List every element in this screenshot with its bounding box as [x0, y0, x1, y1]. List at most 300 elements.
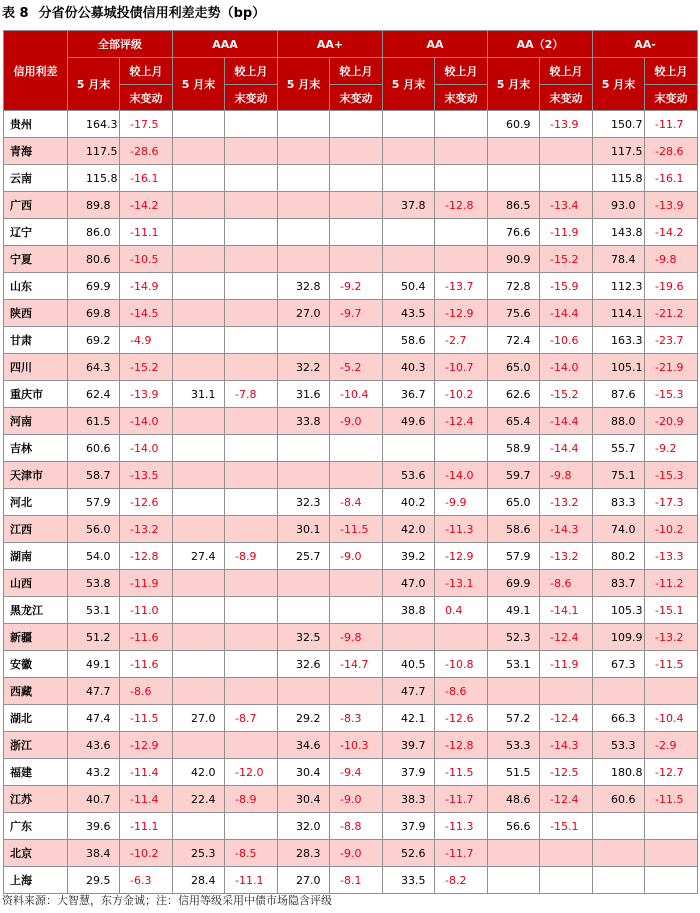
- spread-cell: [383, 165, 435, 192]
- spread-cell: 164.3: [68, 111, 120, 138]
- spread-cell: 75.1: [593, 462, 645, 489]
- spread-cell: 31.1: [173, 381, 225, 408]
- spread-cell: 65.0: [488, 354, 540, 381]
- change-cell: -11.1: [225, 867, 278, 894]
- credit-spread-table: [3, 30, 698, 894]
- change-cell: -14.2: [120, 192, 173, 219]
- change-cell: -13.2: [645, 624, 698, 651]
- spread-cell: 43.2: [68, 759, 120, 786]
- change-cell: -9.9: [435, 489, 488, 516]
- spread-cell: 47.4: [68, 705, 120, 732]
- change-cell: -15.2: [540, 246, 593, 273]
- spread-cell: [383, 219, 435, 246]
- spread-cell: 90.9: [488, 246, 540, 273]
- change-cell: -10.4: [330, 381, 383, 408]
- change-cell: [645, 678, 698, 705]
- spread-cell: [593, 678, 645, 705]
- change-cell: -11.7: [435, 840, 488, 867]
- change-cell: -11.5: [435, 759, 488, 786]
- change-cell: -9.2: [645, 435, 698, 462]
- change-cell: -8.9: [225, 543, 278, 570]
- change-cell: [225, 651, 278, 678]
- region-cell: 福建: [4, 759, 68, 786]
- spread-cell: 31.6: [278, 381, 330, 408]
- region-cell: 宁夏: [4, 246, 68, 273]
- spread-cell: 54.0: [68, 543, 120, 570]
- table-row: [4, 516, 698, 543]
- change-cell: -11.5: [120, 705, 173, 732]
- change-cell: -9.0: [330, 408, 383, 435]
- change-cell: -8.6: [435, 678, 488, 705]
- spread-cell: 42.0: [383, 516, 435, 543]
- spread-cell: [173, 570, 225, 597]
- spread-cell: 25.3: [173, 840, 225, 867]
- change-cell: -12.6: [435, 705, 488, 732]
- spread-cell: 50.4: [383, 273, 435, 300]
- spread-cell: 42.1: [383, 705, 435, 732]
- spread-cell: [173, 489, 225, 516]
- spread-cell: [278, 327, 330, 354]
- change-cell: -12.7: [645, 759, 698, 786]
- spread-cell: 27.0: [278, 300, 330, 327]
- change-cell: -11.1: [120, 813, 173, 840]
- spread-cell: 67.3: [593, 651, 645, 678]
- table-row: [4, 624, 698, 651]
- table-header: [4, 31, 698, 111]
- spread-cell: [593, 867, 645, 894]
- change-cell: -12.8: [435, 192, 488, 219]
- change-cell: -12.9: [435, 300, 488, 327]
- change-cell: [225, 678, 278, 705]
- spread-cell: 150.7: [593, 111, 645, 138]
- change-cell: -15.2: [120, 354, 173, 381]
- spread-cell: 37.9: [383, 813, 435, 840]
- change-cell: [225, 219, 278, 246]
- header-current-month: 5 月末: [278, 58, 330, 111]
- spread-cell: 69.9: [488, 570, 540, 597]
- change-cell: [225, 273, 278, 300]
- spread-cell: [173, 597, 225, 624]
- change-cell: -13.7: [435, 273, 488, 300]
- change-cell: -16.1: [645, 165, 698, 192]
- spread-cell: 117.5: [68, 138, 120, 165]
- header-change-line2: 末变动: [540, 85, 593, 111]
- spread-cell: [173, 516, 225, 543]
- spread-cell: 83.3: [593, 489, 645, 516]
- spread-cell: [593, 813, 645, 840]
- change-cell: -12.4: [540, 624, 593, 651]
- change-cell: -15.1: [645, 597, 698, 624]
- spread-cell: 89.8: [68, 192, 120, 219]
- spread-cell: 53.6: [383, 462, 435, 489]
- spread-cell: 36.7: [383, 381, 435, 408]
- table-row: [4, 219, 698, 246]
- region-cell: 上海: [4, 867, 68, 894]
- change-cell: -11.9: [120, 570, 173, 597]
- region-cell: 重庆市: [4, 381, 68, 408]
- spread-cell: 47.7: [68, 678, 120, 705]
- spread-cell: 27.0: [278, 867, 330, 894]
- spread-cell: 143.8: [593, 219, 645, 246]
- spread-cell: 58.9: [488, 435, 540, 462]
- change-cell: -11.9: [540, 219, 593, 246]
- change-cell: [225, 624, 278, 651]
- table-row: [4, 786, 698, 813]
- spread-cell: [593, 840, 645, 867]
- table-row: [4, 138, 698, 165]
- spread-cell: 88.0: [593, 408, 645, 435]
- change-cell: -15.3: [645, 381, 698, 408]
- header-change-line2: 末变动: [435, 85, 488, 111]
- change-cell: -13.3: [645, 543, 698, 570]
- spread-cell: 60.6: [593, 786, 645, 813]
- spread-cell: 49.6: [383, 408, 435, 435]
- spread-cell: 87.6: [593, 381, 645, 408]
- spread-cell: [173, 165, 225, 192]
- change-cell: -14.3: [540, 516, 593, 543]
- change-cell: -8.9: [225, 786, 278, 813]
- spread-cell: 76.6: [488, 219, 540, 246]
- spread-cell: 115.8: [68, 165, 120, 192]
- header-group-3: AA: [383, 31, 488, 58]
- header-current-month: 5 月末: [173, 58, 225, 111]
- spread-cell: [173, 138, 225, 165]
- region-cell: 广东: [4, 813, 68, 840]
- header-change-line1: 较上月: [120, 58, 173, 85]
- change-cell: -8.3: [330, 705, 383, 732]
- source-note: 资料来源：大智慧，东方金诚；注：信用等级采用中债市场隐含评级: [2, 894, 332, 907]
- change-cell: [645, 867, 698, 894]
- change-cell: -10.2: [435, 381, 488, 408]
- spread-cell: 30.4: [278, 786, 330, 813]
- spread-cell: 47.0: [383, 570, 435, 597]
- change-cell: -9.8: [540, 462, 593, 489]
- change-cell: -12.8: [435, 732, 488, 759]
- spread-cell: [278, 165, 330, 192]
- spread-cell: 55.7: [593, 435, 645, 462]
- change-cell: -12.9: [120, 732, 173, 759]
- spread-cell: 65.4: [488, 408, 540, 435]
- change-cell: -13.2: [120, 516, 173, 543]
- change-cell: [225, 327, 278, 354]
- change-cell: -12.8: [120, 543, 173, 570]
- table-row: [4, 354, 698, 381]
- region-cell: 河南: [4, 408, 68, 435]
- spread-cell: 53.3: [593, 732, 645, 759]
- change-cell: [330, 219, 383, 246]
- change-cell: -23.7: [645, 327, 698, 354]
- change-cell: -8.7: [225, 705, 278, 732]
- spread-cell: 32.3: [278, 489, 330, 516]
- spread-cell: 53.1: [488, 651, 540, 678]
- change-cell: -9.0: [330, 786, 383, 813]
- spread-cell: 69.8: [68, 300, 120, 327]
- spread-cell: 27.4: [173, 543, 225, 570]
- spread-cell: 114.1: [593, 300, 645, 327]
- change-cell: [330, 570, 383, 597]
- change-cell: -12.4: [540, 705, 593, 732]
- region-cell: 江西: [4, 516, 68, 543]
- change-cell: [330, 597, 383, 624]
- region-cell: 浙江: [4, 732, 68, 759]
- change-cell: [330, 462, 383, 489]
- table-row: [4, 813, 698, 840]
- spread-cell: 34.6: [278, 732, 330, 759]
- header-change-line1: 较上月: [540, 58, 593, 85]
- spread-cell: 83.7: [593, 570, 645, 597]
- spread-cell: 28.3: [278, 840, 330, 867]
- spread-cell: 56.6: [488, 813, 540, 840]
- region-cell: 新疆: [4, 624, 68, 651]
- spread-cell: 33.5: [383, 867, 435, 894]
- spread-cell: 117.5: [593, 138, 645, 165]
- table-row: [4, 489, 698, 516]
- spread-cell: 32.8: [278, 273, 330, 300]
- table-row: [4, 246, 698, 273]
- table-row: [4, 840, 698, 867]
- spread-cell: 28.4: [173, 867, 225, 894]
- header-corner: 信用利差: [4, 31, 68, 111]
- spread-cell: 62.4: [68, 381, 120, 408]
- change-cell: -9.0: [330, 840, 383, 867]
- spread-cell: [278, 462, 330, 489]
- change-cell: [435, 246, 488, 273]
- change-cell: -28.6: [120, 138, 173, 165]
- header-change-line2: 末变动: [645, 85, 698, 111]
- change-cell: [225, 165, 278, 192]
- change-cell: 0.4: [435, 597, 488, 624]
- spread-cell: 27.0: [173, 705, 225, 732]
- change-cell: -14.0: [435, 462, 488, 489]
- region-cell: 吉林: [4, 435, 68, 462]
- spread-cell: 33.8: [278, 408, 330, 435]
- spread-cell: 52.6: [383, 840, 435, 867]
- change-cell: -11.5: [645, 651, 698, 678]
- change-cell: -9.8: [330, 624, 383, 651]
- change-cell: -11.1: [120, 219, 173, 246]
- change-cell: -14.4: [540, 408, 593, 435]
- change-cell: -14.0: [540, 354, 593, 381]
- spread-cell: 48.6: [488, 786, 540, 813]
- spread-cell: 60.6: [68, 435, 120, 462]
- table-row: [4, 678, 698, 705]
- change-cell: -6.3: [120, 867, 173, 894]
- spread-cell: 66.3: [593, 705, 645, 732]
- spread-cell: 57.9: [68, 489, 120, 516]
- spread-cell: 93.0: [593, 192, 645, 219]
- change-cell: -9.2: [330, 273, 383, 300]
- spread-cell: 74.0: [593, 516, 645, 543]
- spread-cell: 40.2: [383, 489, 435, 516]
- change-cell: -9.8: [645, 246, 698, 273]
- change-cell: [225, 516, 278, 543]
- spread-cell: [173, 327, 225, 354]
- change-cell: [225, 192, 278, 219]
- spread-cell: [278, 219, 330, 246]
- change-cell: -14.3: [540, 732, 593, 759]
- change-cell: -11.5: [645, 786, 698, 813]
- change-cell: -10.2: [645, 516, 698, 543]
- spread-cell: [383, 246, 435, 273]
- table-row: [4, 192, 698, 219]
- table-row: [4, 597, 698, 624]
- spread-cell: [278, 570, 330, 597]
- change-cell: [225, 435, 278, 462]
- spread-cell: 86.0: [68, 219, 120, 246]
- change-cell: [435, 138, 488, 165]
- region-cell: 山西: [4, 570, 68, 597]
- region-cell: 江苏: [4, 786, 68, 813]
- spread-cell: [488, 867, 540, 894]
- change-cell: -17.3: [645, 489, 698, 516]
- change-cell: -2.7: [435, 327, 488, 354]
- table-row: [4, 570, 698, 597]
- change-cell: [225, 597, 278, 624]
- spread-cell: 75.6: [488, 300, 540, 327]
- change-cell: -11.6: [120, 624, 173, 651]
- spread-cell: [278, 597, 330, 624]
- spread-cell: 22.4: [173, 786, 225, 813]
- spread-cell: 52.3: [488, 624, 540, 651]
- spread-cell: [278, 678, 330, 705]
- header-change-line2: 末变动: [120, 85, 173, 111]
- change-cell: [540, 867, 593, 894]
- header-change-line1: 较上月: [645, 58, 698, 85]
- spread-cell: 60.9: [488, 111, 540, 138]
- change-cell: -11.9: [540, 651, 593, 678]
- change-cell: [225, 408, 278, 435]
- change-cell: -13.2: [540, 543, 593, 570]
- spread-cell: 57.2: [488, 705, 540, 732]
- region-cell: 黑龙江: [4, 597, 68, 624]
- spread-cell: 29.5: [68, 867, 120, 894]
- change-cell: -13.4: [540, 192, 593, 219]
- spread-cell: 53.3: [488, 732, 540, 759]
- change-cell: -17.5: [120, 111, 173, 138]
- change-cell: -20.9: [645, 408, 698, 435]
- change-cell: -14.7: [330, 651, 383, 678]
- spread-cell: 39.7: [383, 732, 435, 759]
- change-cell: -14.5: [120, 300, 173, 327]
- change-cell: -28.6: [645, 138, 698, 165]
- change-cell: -14.4: [540, 300, 593, 327]
- region-cell: 湖南: [4, 543, 68, 570]
- table-row: [4, 435, 698, 462]
- spread-cell: [173, 435, 225, 462]
- header-change-line1: 较上月: [435, 58, 488, 85]
- spread-cell: [278, 435, 330, 462]
- spread-cell: 80.2: [593, 543, 645, 570]
- spread-cell: [488, 678, 540, 705]
- spread-cell: 38.8: [383, 597, 435, 624]
- change-cell: -11.3: [435, 813, 488, 840]
- spread-cell: 38.4: [68, 840, 120, 867]
- change-cell: -13.9: [540, 111, 593, 138]
- change-cell: -11.6: [120, 651, 173, 678]
- change-cell: -12.0: [225, 759, 278, 786]
- change-cell: -16.1: [120, 165, 173, 192]
- change-cell: -13.1: [435, 570, 488, 597]
- header-group-5: AA-: [593, 31, 698, 58]
- header-change-line1: 较上月: [330, 58, 383, 85]
- change-cell: -12.4: [435, 408, 488, 435]
- change-cell: -15.2: [540, 381, 593, 408]
- change-cell: -7.8: [225, 381, 278, 408]
- table-row: [4, 759, 698, 786]
- spread-cell: [173, 111, 225, 138]
- region-cell: 辽宁: [4, 219, 68, 246]
- table-row: [4, 651, 698, 678]
- spread-cell: 39.2: [383, 543, 435, 570]
- spread-cell: 32.5: [278, 624, 330, 651]
- header-current-month: 5 月末: [383, 58, 435, 111]
- spread-cell: 57.9: [488, 543, 540, 570]
- header-group-4: AA（2）: [488, 31, 593, 58]
- change-cell: -21.9: [645, 354, 698, 381]
- spread-cell: [488, 165, 540, 192]
- change-cell: -10.2: [120, 840, 173, 867]
- spread-cell: 51.2: [68, 624, 120, 651]
- change-cell: [330, 246, 383, 273]
- header-change-line2: 末变动: [225, 85, 278, 111]
- change-cell: -2.9: [645, 732, 698, 759]
- spread-cell: 86.5: [488, 192, 540, 219]
- change-cell: -11.3: [435, 516, 488, 543]
- table-row: [4, 327, 698, 354]
- change-cell: -10.4: [645, 705, 698, 732]
- change-cell: -11.4: [120, 759, 173, 786]
- spread-cell: [173, 678, 225, 705]
- spread-cell: [173, 732, 225, 759]
- region-cell: 青海: [4, 138, 68, 165]
- change-cell: -10.8: [435, 651, 488, 678]
- spread-cell: 32.2: [278, 354, 330, 381]
- spread-cell: [173, 462, 225, 489]
- change-cell: [435, 111, 488, 138]
- change-cell: [225, 570, 278, 597]
- change-cell: [225, 813, 278, 840]
- spread-cell: [173, 624, 225, 651]
- spread-cell: 39.6: [68, 813, 120, 840]
- change-cell: [435, 219, 488, 246]
- change-cell: [540, 165, 593, 192]
- region-cell: 山东: [4, 273, 68, 300]
- change-cell: -15.3: [645, 462, 698, 489]
- spread-cell: 69.2: [68, 327, 120, 354]
- header-current-month: 5 月末: [68, 58, 120, 111]
- region-cell: 安徽: [4, 651, 68, 678]
- header-group-0: 全部评级: [68, 31, 173, 58]
- change-cell: [645, 840, 698, 867]
- change-cell: -13.9: [645, 192, 698, 219]
- spread-cell: 30.1: [278, 516, 330, 543]
- spread-cell: 105.1: [593, 354, 645, 381]
- change-cell: [330, 435, 383, 462]
- change-cell: -8.4: [330, 489, 383, 516]
- spread-cell: 32.0: [278, 813, 330, 840]
- change-cell: [435, 624, 488, 651]
- spread-cell: 109.9: [593, 624, 645, 651]
- spread-cell: 42.0: [173, 759, 225, 786]
- spread-cell: 56.0: [68, 516, 120, 543]
- spread-cell: 49.1: [488, 597, 540, 624]
- change-cell: -8.8: [330, 813, 383, 840]
- spread-cell: [278, 138, 330, 165]
- change-cell: [435, 165, 488, 192]
- table-body: [4, 111, 698, 894]
- table-row: [4, 462, 698, 489]
- region-cell: 广西: [4, 192, 68, 219]
